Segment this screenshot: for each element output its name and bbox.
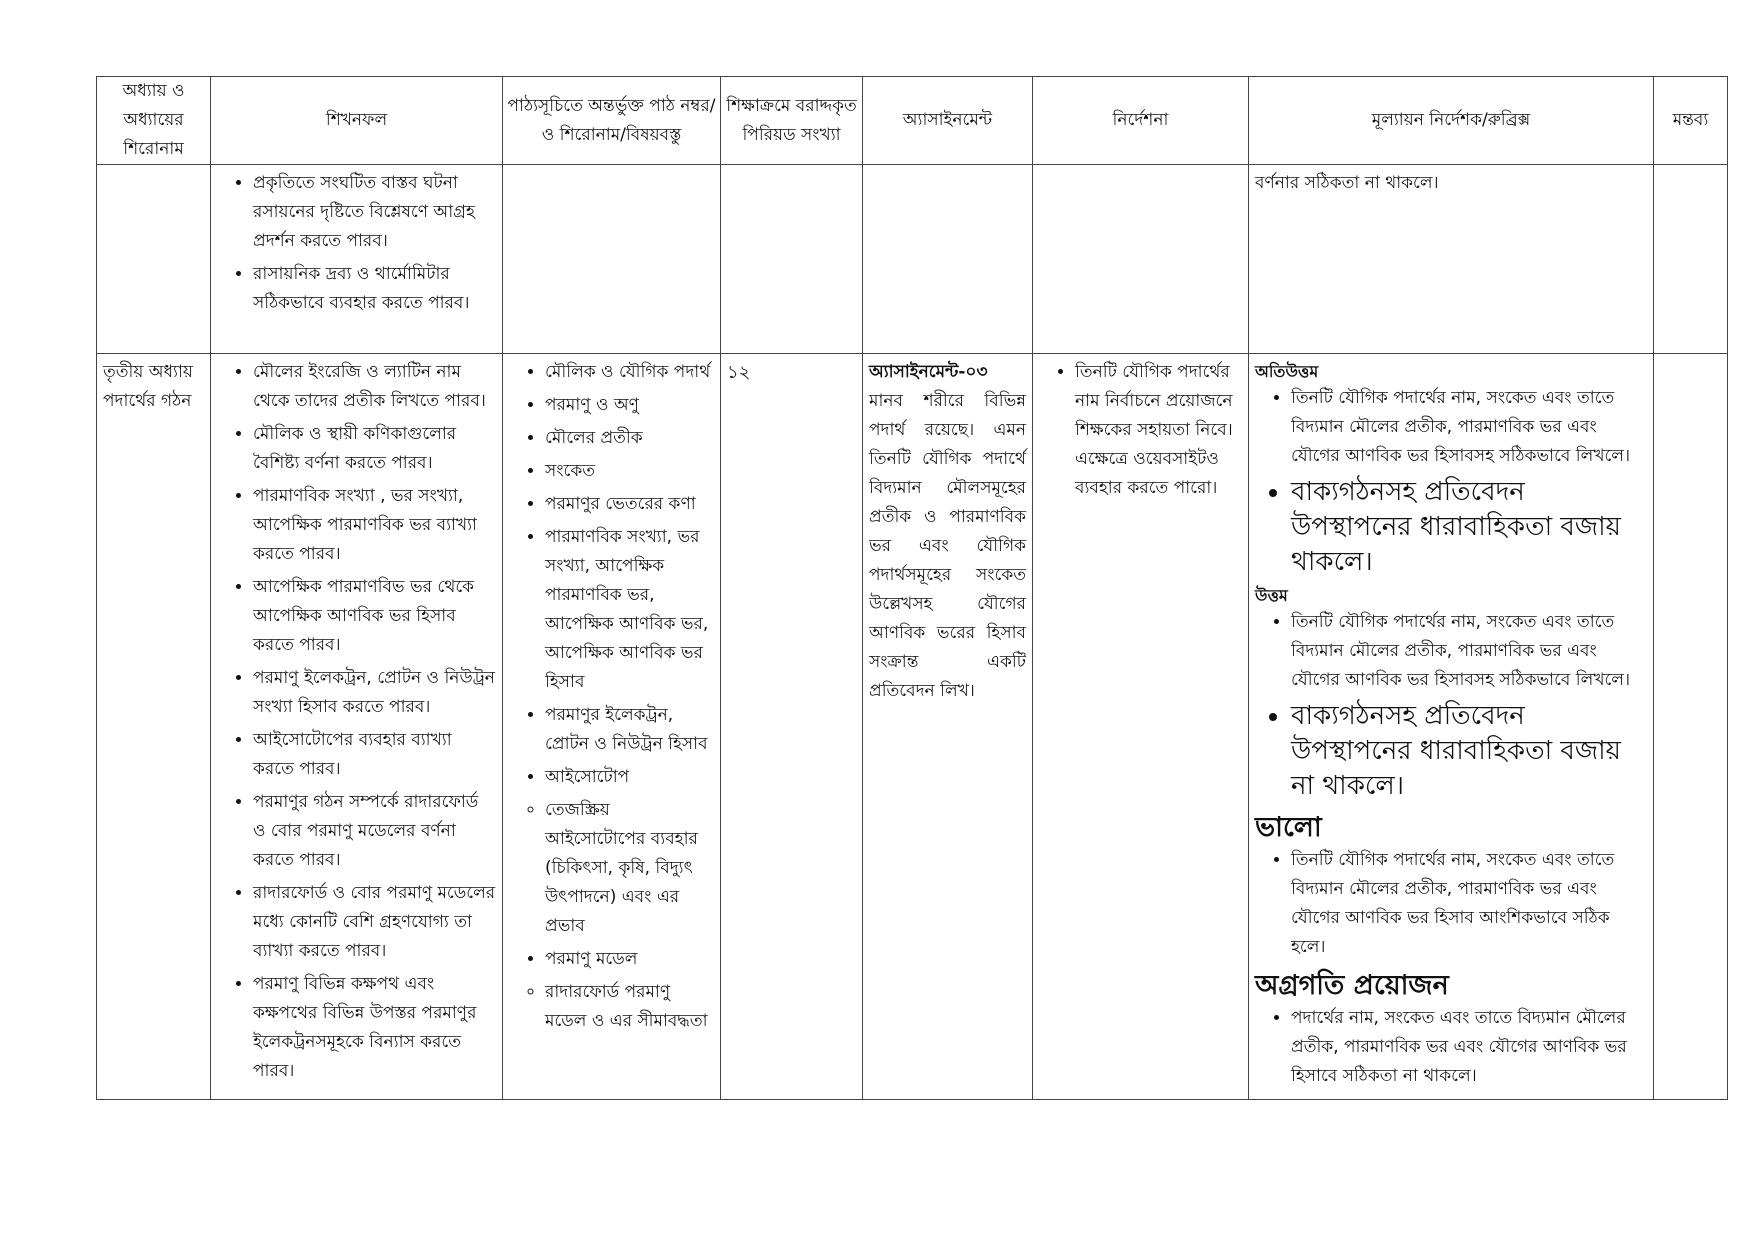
- list-item: • আইসোটোপ: [545, 763, 714, 792]
- header-row: [97, 77, 1728, 165]
- header-lesson-content: পাঠ্যসূচিতে অন্তর্ভুক্ত পাঠ নম্বর/ও শিরোনাম/বিষয়বস্তু: [503, 77, 721, 165]
- row1-outcomes-cell: [211, 165, 503, 354]
- chapter-title: তৃতীয় অধ্যায় পদার্থের গঠন: [97, 354, 211, 1100]
- header-chapter: অধ্যায় ও অধ্যায়ের শিরোনাম: [97, 77, 211, 165]
- header-periods: শিক্ষাক্রমে বরাদ্দকৃত পিরিয়ড সংখ্যা: [721, 77, 863, 165]
- row2-outcomes-cell: [211, 354, 503, 1100]
- list-item: • প্রকৃতিতে সংঘটিত বাস্তব ঘটনা রসায়নের দৃষ্টিতে বিশ্লেষণে আগ্রহ প্রদর্শন করতে পারব।: [253, 169, 496, 256]
- row2-outcomes-list: [217, 358, 496, 1086]
- list-item: ◦ তেজস্ক্রিয় আইসোটোপের ব্যবহার (চিকিৎসা, কৃষি, বিদ্যুৎ উৎপাদনে) এবং এর প্রভাব: [545, 796, 714, 941]
- row1-remarks-cell: [1654, 165, 1728, 354]
- table-row: [97, 165, 1728, 354]
- instruction-cell: [1033, 354, 1249, 1100]
- list-item: ◦ রাদারফোর্ড পরমাণু মডেল ও এর সীমাবদ্ধতা: [545, 978, 714, 1036]
- rubric-needs-label: অগ্রগতি প্রয়োজন: [1255, 970, 1449, 1001]
- list-item: • তিনটি যৌগিক পদার্থের নাম, সংকেত এবং তাতে বিদ্যমান মৌলের প্রতীক, পারমাণবিক ভর এবং যৌগের আণবিক ভর হিসাব আংশিকভাবে সঠিক হলে।: [1291, 846, 1647, 962]
- period-count: ১২: [721, 354, 863, 1100]
- list-item: • আইসোটোপের ব্যবহার ব্যাখ্যা করতে পারব।: [253, 726, 496, 784]
- rubric-good-list: [1255, 608, 1647, 804]
- row1-chapter-cell: [97, 165, 211, 354]
- list-item: • পরমাণু ইলেকট্রন, প্রোটন ও নিউট্রন সংখ্যা হিসাব করতে পারব।: [253, 664, 496, 722]
- list-item: • পরমাণু ও অণু: [545, 391, 714, 420]
- list-item: • পদার্থের নাম, সংকেত এবং তাতে বিদ্যমান মৌলের প্রতীক, পারমাণবিক ভর এবং যৌগের আণবিক ভর হিসাবে সঠিকতা না থাকলে।: [1291, 1004, 1647, 1091]
- list-item: • পরমাণু মডেল: [545, 945, 714, 974]
- row1-outcomes-list: [217, 169, 496, 318]
- rubric-cell: [1249, 354, 1654, 1100]
- list-item: • পরমাণু বিভিন্ন কক্ষপথ এবং কক্ষপথের বিভিন্ন উপস্তর পরমাণুর ইলেকট্রনসমূহকে বিন্যাস করতে পারব।: [253, 970, 496, 1086]
- list-item: • পারমাণবিক সংখ্যা, ভর সংখ্যা, আপেক্ষিক পারমাণবিক ভর, আপেক্ষিক আণবিক ভর, আপেক্ষিক আণবিক ভর হিসাব: [545, 523, 714, 697]
- assignment-title: অ্যাসাইনমেন্ট-০৩: [869, 362, 988, 382]
- list-item: • পরমাণুর ইলেকট্রন, প্রোটন ও নিউট্রন হিসাব: [545, 701, 714, 759]
- rubric-good-label: উত্তম: [1255, 586, 1288, 605]
- list-item: • পরমাণুর গঠন সম্পর্কে রাদারফোর্ড ও বোর পরমাণু মডেলের বর্ণনা করতে পারব।: [253, 788, 496, 875]
- rubric-needs-list: [1255, 1004, 1647, 1091]
- instruction-list: [1039, 358, 1242, 503]
- row1-content-cell: [503, 165, 721, 354]
- list-item: • বাক্যগঠনসহ প্রতিবেদন উপস্থাপনের ধারাবাহিকতা বজায় থাকলে।: [1291, 475, 1647, 580]
- list-item: • তিনটি যৌগিক পদার্থের নাম, সংকেত এবং তাতে বিদ্যমান মৌলের প্রতীক, পারমাণবিক ভর এবং যৌগের আণবিক ভর হিসাবসহ সঠিকভাবে লিখলে।: [1291, 384, 1647, 471]
- list-item: • মৌলিক ও স্থায়ী কণিকাগুলোর বৈশিষ্ট্য বর্ণনা করতে পারব।: [253, 420, 496, 478]
- rubric-fair-list: [1255, 846, 1647, 962]
- header-remarks: মন্তব্য: [1654, 77, 1728, 165]
- rubric-excellent-label: অতিউত্তম: [1255, 362, 1319, 381]
- list-item: • তিনটি যৌগিক পদার্থের নাম, সংকেত এবং তাতে বিদ্যমান মৌলের প্রতীক, পারমাণবিক ভর এবং যৌগের আণবিক ভর হিসাবসহ সঠিকভাবে লিখলে।: [1291, 608, 1647, 695]
- list-item: • রাসায়নিক দ্রব্য ও থার্মোমিটার সঠিকভাবে ব্যবহার করতে পারব।: [253, 260, 496, 318]
- row1-rubric-cell: বর্ণনার সঠিকতা না থাকলে।: [1249, 165, 1654, 354]
- list-item: • তিনটি যৌগিক পদার্থের নাম নির্বাচনে প্রয়োজনে শিক্ষকের সহায়তা নিবে। এক্ষেত্রে ওয়েবসাইটও ব্যবহার করতে পারো।: [1075, 358, 1242, 503]
- list-item: • বাক্যগঠনসহ প্রতিবেদন উপস্থাপনের ধারাবাহিকতা বজায় না থাকলে।: [1291, 699, 1647, 804]
- assignment-text: মানব শরীরে বিভিন্ন পদার্থ রয়েছে। এমন তিনটি যৌগিক পদার্থে বিদ্যমান মৌলসমূহের প্রতীক ও পারমাণবিক ভর এবং যৌগিক পদার্থসমূহের সংকেত উল্লেখসহ যৌগের আণবিক ভরের হিসাব সংক্রান্ত একটি প্রতিবেদন লিখ।: [869, 391, 1026, 701]
- row2-content-cell: [503, 354, 721, 1100]
- list-item: • মৌলের প্রতীক: [545, 424, 714, 453]
- header-rubric: মূল্যায়ন নির্দেশক/রুব্রিক্স: [1249, 77, 1654, 165]
- rubric-fair-label: ভালো: [1255, 812, 1322, 843]
- row1-periods-cell: [721, 165, 863, 354]
- row1-instruction-cell: [1033, 165, 1249, 354]
- list-item: • সংকেত: [545, 457, 714, 486]
- row1-assignment-cell: [863, 165, 1033, 354]
- table-row: [97, 354, 1728, 1100]
- lesson-plan-table: [96, 76, 1728, 1100]
- rubric-excellent-list: [1255, 384, 1647, 580]
- list-item: • রাদারফোর্ড ও বোর পরমাণু মডেলের মধ্যে কোনটি বেশি গ্রহণযোগ্য তা ব্যাখ্যা করতে পারব।: [253, 879, 496, 966]
- list-item: • মৌলের ইংরেজি ও ল্যাটিন নাম থেকে তাদের প্রতীক লিখতে পারব।: [253, 358, 496, 416]
- remarks-cell: [1654, 354, 1728, 1100]
- header-learning-outcomes: শিখনফল: [211, 77, 503, 165]
- list-item: • পরমাণুর ভেতরের কণা: [545, 490, 714, 519]
- header-instruction: নির্দেশনা: [1033, 77, 1249, 165]
- list-item: • মৌলিক ও যৌগিক পদার্থ: [545, 358, 714, 387]
- list-item: • পারমাণবিক সংখ্যা , ভর সংখ্যা, আপেক্ষিক পারমাণবিক ভর ব্যাখ্যা করতে পারব।: [253, 482, 496, 569]
- list-item: • আপেক্ষিক পারমাণবিভ ভর থেকে আপেক্ষিক আণবিক ভর হিসাব করতে পারব।: [253, 573, 496, 660]
- assignment-cell: [863, 354, 1033, 1100]
- content-list: [509, 358, 714, 1036]
- header-assignment: অ্যাসাইনমেন্ট: [863, 77, 1033, 165]
